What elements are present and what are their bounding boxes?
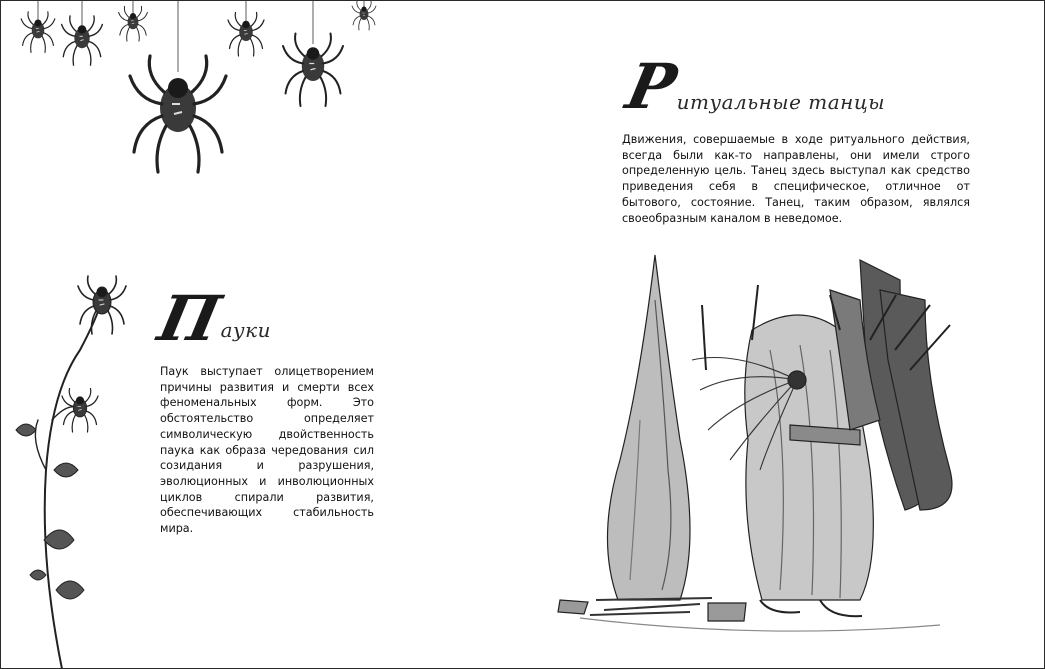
bonfire-illustration bbox=[558, 255, 746, 621]
ritual-dances-paragraph: Движения, совершаемые в ходе ритуального действия, всегда были как-то направлены, они имели строго определенную цель. Танец здесь выступал как средство приведения себя в специфическое, отличное от бытового, состояние. Танец, таким образом, являлся своеобразным каналом в неведомое. bbox=[622, 133, 970, 225]
dropcap-letter: Р bbox=[620, 50, 683, 123]
dropcap-letter: П bbox=[152, 282, 227, 355]
hanging-spiders bbox=[21, 0, 376, 172]
ritual-dances-heading bbox=[620, 50, 886, 123]
spiders-paragraph: Паук выступает олицетворением причины развития и смерти всех феноменальных форм. Это обстоятельство определяет символическую двойственность паука как образа чередования сил созидания и разрушения, эволюционных и инволюционных циклов спирали развития, обеспечивающих стабильность мира. bbox=[160, 365, 374, 536]
heading-text: итуальные танцы bbox=[676, 90, 886, 114]
heading-text: ауки bbox=[220, 318, 271, 342]
spiders-heading bbox=[152, 282, 271, 355]
vine-with-spiders bbox=[16, 276, 126, 669]
